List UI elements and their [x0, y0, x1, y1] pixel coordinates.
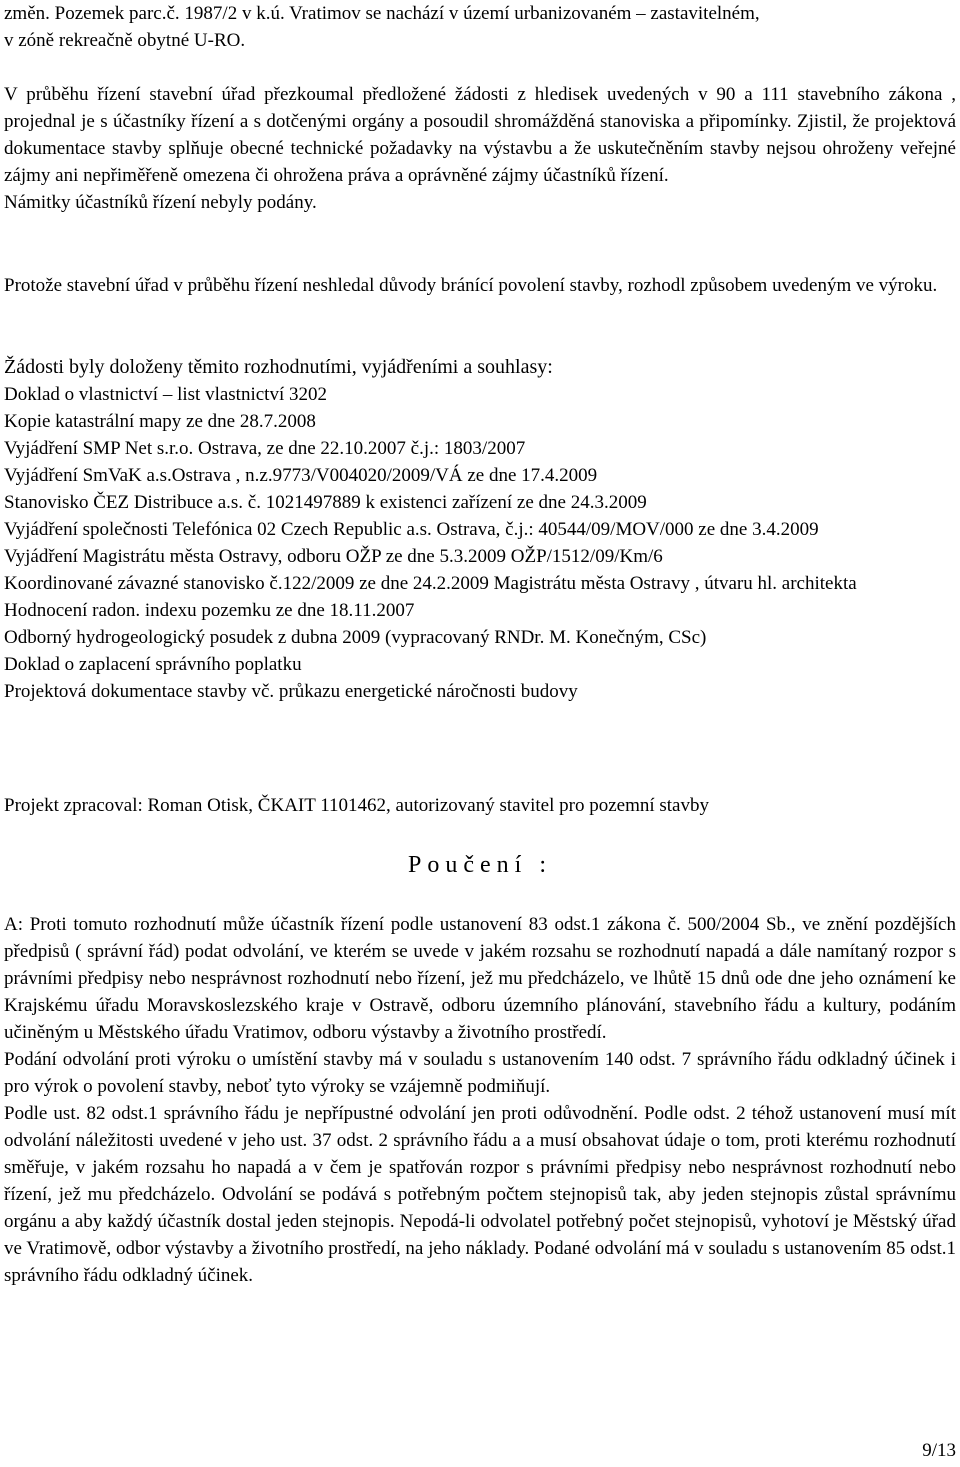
instruction-paragraph: Podání odvolání proti výroku o umístění stavby má v souladu s ustanovením 140 odst. 7 správního řádu odkladný účinek i pro výrok o povolení stavby, neboť tyto výroky se vzájemně podmiňují.: [4, 1049, 956, 1097]
review-paragraph: V průběhu řízení stavební úřad přezkoumal předložené žádosti z hledisek uvedených v 90 a 111 stavebního zákona , projednal je s účastníky řízení a s dotčenými orgány a posoudil shromážděná stanoviska a připomínky. Zjistil, že projektová dokumentace stavby splňuje obecné technické požadavky na výstavbu a že uskutečněním stavby nejsou ohroženy veřejné zájmy ani nepřiměřeně omezena či ohrožena práva a oprávněné zájmy účastníků řízení.: [4, 84, 956, 186]
instruction-title: Poučení :: [408, 852, 552, 878]
attachments-heading: Žádosti byly doloženy těmito rozhodnutími, vyjádřeními a souhlasy:: [4, 356, 553, 378]
top-line-1: změn. Pozemek parc.č. 1987/2 v k.ú. Vratimov se nachází v území urbanizovaném – zastavitelném,: [4, 3, 760, 24]
attachment-item: Koordinované závazné stanovisko č.122/2009 ze dne 24.2.2009 Magistrátu města Ostravy , útvaru hl. architekta: [4, 573, 857, 594]
attachment-item: Hodnocení radon. indexu pozemku ze dne 18.11.2007: [4, 600, 415, 621]
instruction-paragraph: Podle ust. 82 odst.1 správního řádu je nepřípustné odvolání jen proti odůvodnění. Podle odst. 2 téhož ustanovení musí mít odvolání náležitosti uvedené v jeho ust. 37 odst. 2 správního řádu a a musí obsahovat údaje o tom, proti kterému rozhodnutí směřuje, v jakém rozsahu ho napadá a v čem je spatřován rozpor s právními předpisy nebo nesprávnost rozhodnutí nebo řízení, jež mu předcházelo. Odvolání se podává s potřebným počtem stejnopisů tak, aby jeden stejnopis zůstal správnímu orgánu a aby každý účastník dostal jeden stejnopis. Nepodá-li odvolatel potřebný počet stejnopisů, vyhotoví je Městský úřad ve Vratimově, odbor výstavby a životního prostředí, na jeho náklady. Podané odvolání má v souladu s ustanovením 85 odst.1 správního řádu odkladný účinek.: [4, 1103, 956, 1286]
top-paragraph: [4, 0, 956, 54]
review-paragraph-block: [4, 81, 956, 216]
attachment-item: Vyjádření SMP Net s.r.o. Ostrava, ze dne 22.10.2007 č.j.: 1803/2007: [4, 438, 526, 459]
attachment-item: Kopie katastrální mapy ze dne 28.7.2008: [4, 411, 316, 432]
instruction-block: [4, 911, 956, 1289]
attachment-item: Vyjádření SmVaK a.s.Ostrava , n.z.9773/V004020/2009/VÁ ze dne 17.4.2009: [4, 465, 598, 486]
attachment-item: Doklad o vlastnictví – list vlastnictví 3202: [4, 384, 327, 405]
instruction-title-block: [4, 850, 956, 880]
project-author: Projekt zpracoval: Roman Otisk, ČKAIT 1101462, autorizovaný stavitel pro pozemní stavby: [4, 795, 709, 816]
attachment-item: Doklad o zaplacení správního poplatku: [4, 654, 302, 675]
page-number: 9/13: [922, 1440, 956, 1461]
top-line-2: v zóně rekreačně obytné U-RO.: [4, 30, 246, 51]
attachments-block: [4, 353, 956, 705]
attachment-item: Odborný hydrogeologický posudek z dubna 2009 (vypracovaný RNDr. M. Konečným, CSc): [4, 627, 707, 648]
decision-block: [4, 272, 956, 299]
decision-paragraph: Protože stavební úřad v průběhu řízení neshledal důvody bránící povolení stavby, rozhodl způsobem uvedeným ve výroku.: [4, 275, 938, 296]
attachment-item: Vyjádření Magistrátu města Ostravy, odboru OŽP ze dne 5.3.2009 OŽP/1512/09/Km/6: [4, 546, 663, 567]
attachment-item: Stanovisko ČEZ Distribuce a.s. č. 1021497889 k existenci zařízení ze dne 24.3.2009: [4, 492, 647, 513]
project-author-block: [4, 792, 956, 819]
attachment-item: Projektová dokumentace stavby vč. průkazu energetické náročnosti budovy: [4, 681, 578, 702]
instruction-paragraph: A: Proti tomuto rozhodnutí může účastník řízení podle ustanovení 83 odst.1 zákona č. 500/2004 Sb., ve znění pozdějších předpisů ( správní řád) podat odvolání, ve kterém se uvede v jakém rozsahu se rozhodnutí napadá a dále namítaný rozpor s právními předpisy nebo nesprávnost rozhodnutí nebo řízení, jež mu předcházelo, ve lhůtě 15 dnů ode dne jeho oznámení ke Krajskému úřadu Moravskoslezského kraje v Ostravě, odboru územního plánování, stavebního řádu a kultury, podáním učiněným u Městského úřadu Vratimov, odboru výstavby a životního prostředí.: [4, 914, 956, 1043]
objections-text: Námitky účastníků řízení nebyly podány.: [4, 192, 317, 213]
attachment-item: Vyjádření společnosti Telefónica 02 Czech Republic a.s. Ostrava, č.j.: 40544/09/MOV/000 ze dne 3.4.2009: [4, 519, 819, 540]
